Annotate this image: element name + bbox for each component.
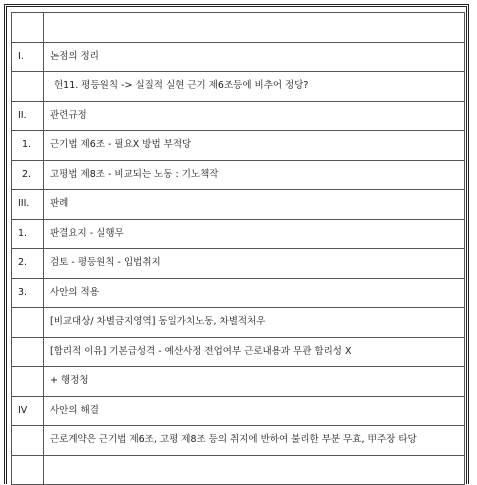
row-number: 3. [12,278,44,308]
row-number [12,455,44,485]
row-number: IV [12,396,44,426]
table-row [12,219,465,249]
row-number: I. [12,42,44,72]
row-number [12,308,44,338]
row-text: 근기법 제6조 - 필요X 방법 부적당 [44,131,465,161]
row-text: 논점의 정리 [44,42,465,72]
row-text: 관련규정 [44,101,465,131]
row-number [12,426,44,456]
row-number: 1. [12,219,44,249]
table-row [12,131,465,161]
row-number: III. [12,190,44,220]
table-row [12,42,465,72]
row-text: 고평법 제8조 - 비교되는 노동 : 기노책작 [44,160,465,190]
row-text: 근로계약은 근기법 제6조, 고평 제8조 등의 취지에 반하여 불리한 부분 무효, 甲주장 타당 [44,426,465,456]
row-text: 사안의 해결 [44,396,465,426]
table-row [12,101,465,131]
table-row [12,367,465,397]
table-row [12,337,465,367]
table-row [12,13,465,43]
table-row [12,190,465,220]
row-number [12,337,44,367]
row-text: 판결요지 - 실행무 [44,219,465,249]
row-text: 검토 - 평등원칙 - 입법취지 [44,249,465,279]
row-number [12,72,44,102]
table-row [12,396,465,426]
row-text [44,13,465,43]
row-text [44,455,465,485]
table-row [12,160,465,190]
table-row [12,249,465,279]
row-text: [합리적 이유] 기본급성격 - 예산사정 전업여부 근로내용과 무관 합리성 X [44,337,465,367]
table-row [12,455,465,485]
row-number [12,13,44,43]
row-number: 2. [12,249,44,279]
row-text: [비교대상/ 차별금지영역] 동일가치노동, 차별적처우 [44,308,465,338]
row-text: 사안의 적용 [44,278,465,308]
table-row [12,72,465,102]
row-number: 2. [12,160,44,190]
row-text: + 행정청 [44,367,465,397]
row-text: 판례 [44,190,465,220]
row-number [12,367,44,397]
table-row [12,426,465,456]
outline-table [11,12,465,485]
table-row [12,308,465,338]
row-number: 1. [12,131,44,161]
row-number: II. [12,101,44,131]
row-text: 헌11. 평등원칙 -> 실질적 실현 근기 제6조등에 비추어 정당? [44,72,465,102]
table-row [12,278,465,308]
